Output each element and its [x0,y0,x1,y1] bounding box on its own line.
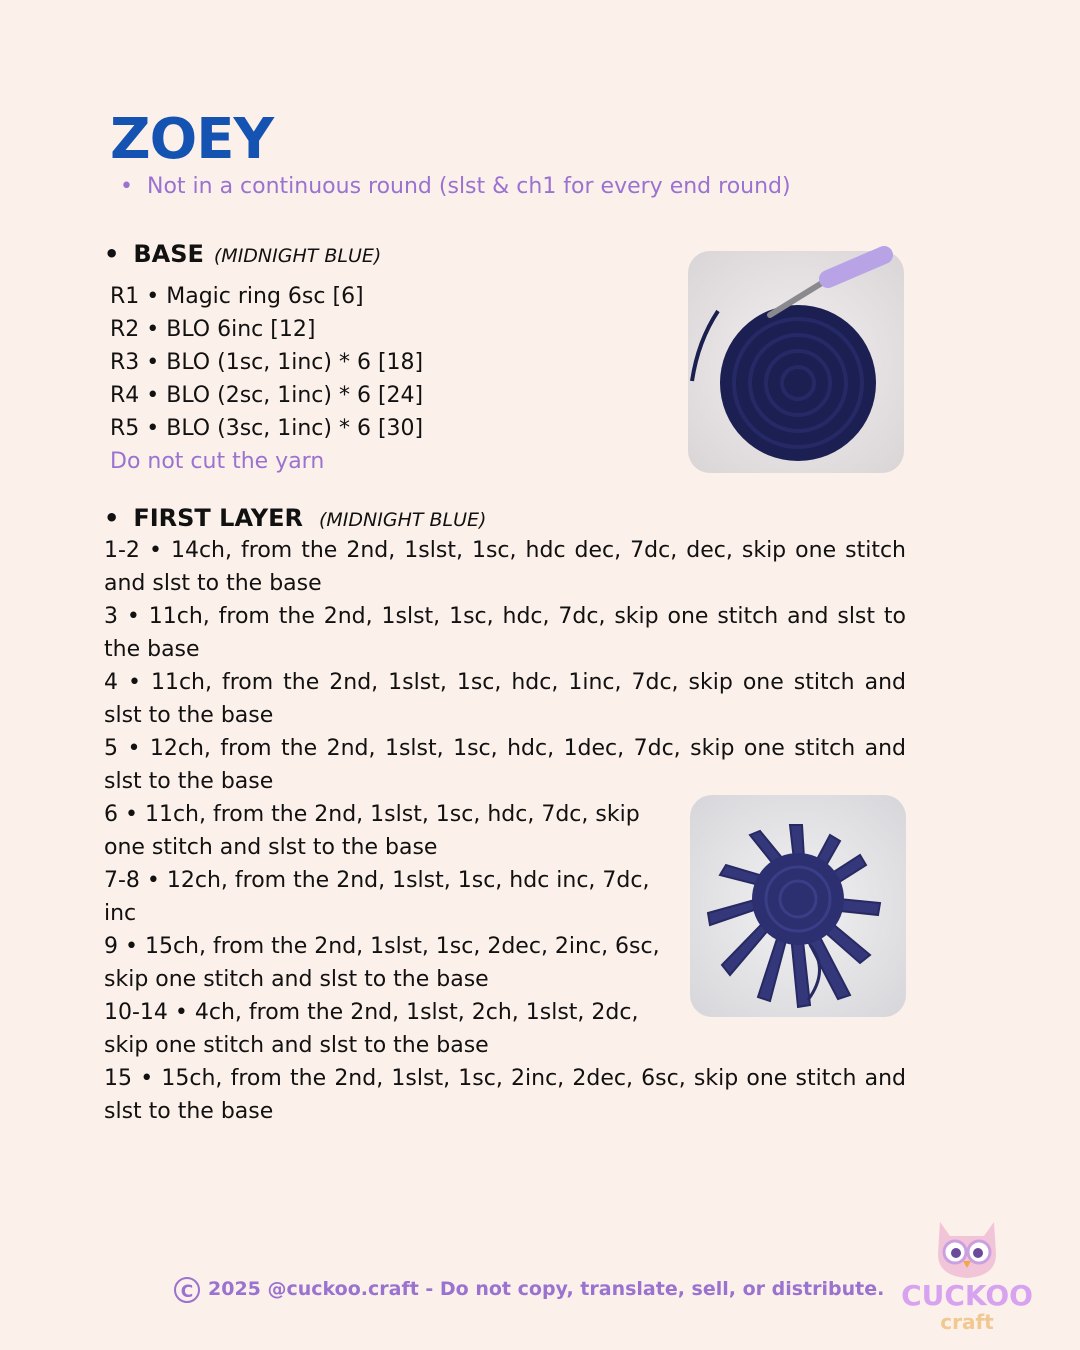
first-layer-photo [690,795,906,1017]
bullet-icon: • [120,174,133,199]
layer-row: 5 • 12ch, from the 2nd, 1slst, 1sc, hdc, 1dec, 7dc, skip one stitch and slst to the base [104,736,906,794]
owl-logo-icon [901,1214,1033,1334]
logo-line1: CUCKOO [901,1279,1033,1312]
base-row: R2 • BLO 6inc [12] [110,317,316,342]
footer-text: 2025 @cuckoo.craft - Do not copy, translate, sell, or distribute. [208,1278,885,1300]
bullet-icon: • [104,240,120,268]
layer-row: 7-8 • 12ch, from the 2nd, 1slst, 1sc, hdc inc, 7dc, inc [104,868,650,926]
layer-row: 9 • 15ch, from the 2nd, 1slst, 1sc, 2dec, 2inc, 6sc, skip one stitch and slst to the base [104,934,660,992]
subnote-text: Not in a continuous round (slst & ch1 for every end round) [146,174,791,199]
copyright-icon: C [174,1277,200,1303]
base-row: R1 • Magic ring 6sc [6] [110,284,364,309]
first-layer-color-note: (MIDNIGHT BLUE) [318,509,487,531]
layer-row: 3 • 11ch, from the 2nd, 1slst, 1sc, hdc, 7dc, skip one stitch and slst to the base [104,604,906,662]
page-title: ZOEY [110,107,274,172]
crochet-petals-image [690,795,906,1017]
layer-row: 6 • 11ch, from the 2nd, 1slst, 1sc, hdc, 7dc, skip one stitch and slst to the base [104,802,640,860]
base-photo [688,251,904,473]
base-heading [104,238,381,272]
layer-row: 4 • 11ch, from the 2nd, 1slst, 1sc, hdc, 1inc, 7dc, skip one stitch and slst to the base [104,670,906,728]
layer-row: 1-2 • 14ch, from the 2nd, 1slst, 1sc, hdc dec, 7dc, dec, skip one stitch and slst to the base [104,538,906,596]
base-heading-label: BASE [133,240,204,268]
first-layer-heading [104,502,486,536]
base-color-note: (MIDNIGHT BLUE) [213,245,382,267]
crochet-circle-image [688,251,904,473]
base-row: R3 • BLO (1sc, 1inc) * 6 [18] [110,350,424,375]
bullet-icon: • [104,504,120,532]
subnote [120,172,791,202]
footer [174,1274,884,1304]
logo-line2: craft [940,1310,994,1334]
layer-row: 10-14 • 4ch, from the 2nd, 1slst, 2ch, 1slst, 2dc, skip one stitch and slst to the base [104,1000,639,1058]
layer-row: 15 • 15ch, from the 2nd, 1slst, 1sc, 2inc, 2dec, 6sc, skip one stitch and slst to the base [104,1066,906,1124]
base-note: Do not cut the yarn [110,449,325,474]
first-layer-heading-label: FIRST LAYER [133,504,303,532]
base-row: R5 • BLO (3sc, 1inc) * 6 [30] [110,416,424,441]
base-row: R4 • BLO (2sc, 1inc) * 6 [24] [110,383,424,408]
base-rows [110,280,423,478]
